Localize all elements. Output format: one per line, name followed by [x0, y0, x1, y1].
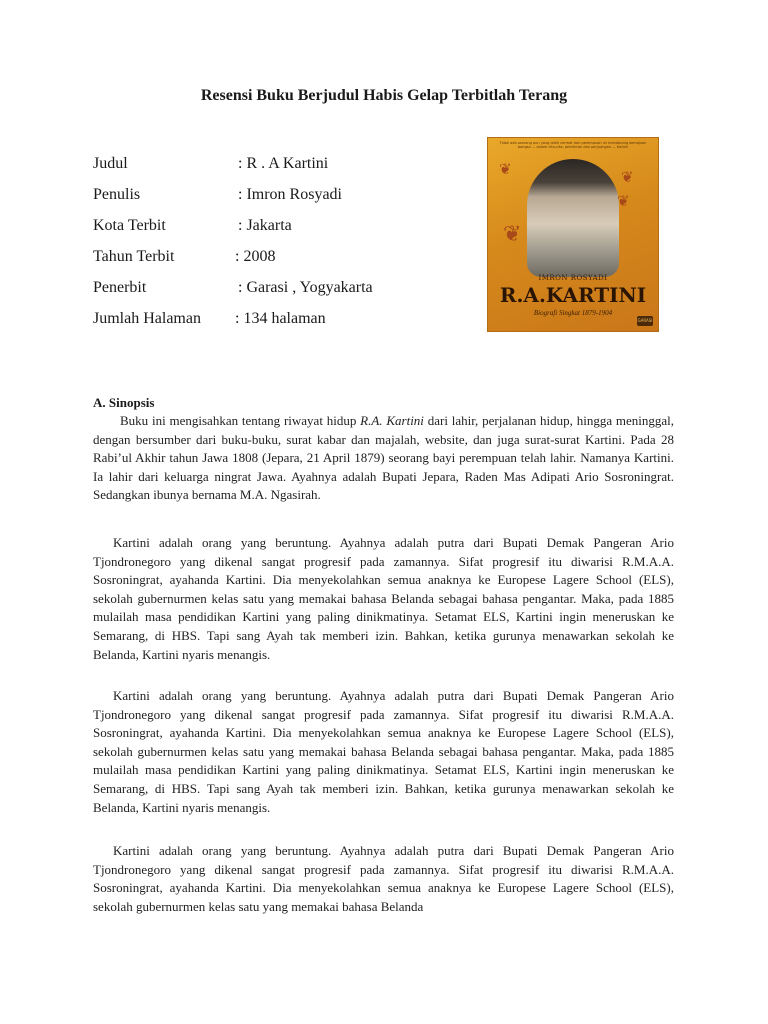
butterfly-icon: ❦ — [621, 170, 634, 186]
synopsis-paragraph: Kartini adalah orang yang beruntung. Ayahnya adalah putra dari Bupati Demak Pangeran Ario Tjondronegoro yang dikenal sangat progresif pada zamannya. Sifat progresif itu diwarisi R.M.A.A. Sosroningrat, ayahanda Kartini. Dia menyekolahkan semua anaknya ke Europese Lagere School (ELS), sekolah gubernurmen kelas satu yang memakai bahasa Belanda — [93, 843, 674, 914]
book-info-row-kota-terbit — [93, 210, 373, 241]
cover-quote: Tidak ada seorang pun yang lebih cermat dari perempuan ini mendorong kemajuan bangsa — dalam cita-cita, pemikiran dan perjuangan — Kartini — [499, 141, 647, 149]
book-info-label: Jumlah Halaman — [93, 309, 201, 327]
book-info-label: Penerbit — [93, 278, 147, 296]
synopsis-paragraph: Kartini adalah orang yang beruntung. Ayahnya adalah putra dari Bupati Demak Pangeran Ario Tjondronegoro yang dikenal sangat progresif pada zamannya. Sifat progresif itu diwarisi R.M.A.A. Sosroningrat, ayahanda Kartini. Dia menyekolahkan semua anaknya ke Europese Lagere School (ELS), sekolah gubernurmen kelas satu yang memakai bahasa Belanda sebagai bahasa pengantar. Maka, pada 1885 mulailah masa pendidikan Kartini yang paling dinikmatinya. Setamat ELS, Kartini ingin meneruskan ke Semarang, di HBS. Tapi sang Ayah tak memberi izin. Bahkan, ketika gurunya menawarkan sekolah ke Belanda, Kartini nyaris menangis. — [93, 688, 674, 815]
book-info-label: Tahun Terbit — [93, 247, 175, 265]
cover-title: R.A.KARTINI — [499, 283, 647, 307]
book-info-table — [93, 148, 373, 334]
book-info-value: : Imron Rosyadi — [238, 185, 342, 203]
butterfly-icon: ❦ — [503, 221, 522, 246]
book-info-row-tahun-terbit — [93, 241, 373, 272]
paragraph-text: Buku ini mengisahkan tentang riwayat hidup — [120, 413, 361, 428]
book-info-value: : 134 halaman — [235, 309, 326, 327]
book-info-row-penerbit — [93, 272, 373, 303]
book-info-row-judul — [93, 148, 373, 179]
book-info-value: : Jakarta — [238, 216, 292, 234]
book-info-row-jumlah-halaman — [93, 303, 373, 334]
book-info-value: : 2008 — [235, 247, 276, 265]
synopsis-paragraph — [93, 412, 674, 505]
paragraph-italic-name: R.A. Kartini — [360, 413, 424, 428]
butterfly-icon: ❦ — [617, 194, 630, 210]
page-title: Resensi Buku Berjudul Habis Gelap Terbitlah Terang — [200, 87, 568, 104]
book-info-row-penulis — [93, 179, 373, 210]
book-info-value: : Garasi , Yogyakarta — [238, 278, 373, 296]
synopsis-paragraph: Kartini adalah orang yang beruntung. Ayahnya adalah putra dari Bupati Demak Pangeran Ario Tjondronegoro yang dikenal sangat progresif pada zamannya. Sifat progresif itu diwarisi R.M.A.A. Sosroningrat, ayahanda Kartini. Dia menyekolahkan semua anaknya ke Europese Lagere School (ELS), sekolah gubernurmen kelas satu yang memakai bahasa Belanda sebagai bahasa pengantar. Maka, pada 1885 mulailah masa pendidikan Kartini yang paling dinikmatinya. Setamat ELS, Kartini ingin meneruskan ke Semarang, di HBS. Tapi sang Ayah tak memberi izin. Bahkan, ketika gurunya menawarkan sekolah ke Belanda, Kartini nyaris menangis. — [93, 535, 674, 662]
book-info-label: Penulis — [93, 185, 141, 203]
cover-subtitle: Biografi Singkat 1879-1904 — [533, 309, 613, 317]
butterfly-icon: ❦ — [499, 162, 512, 178]
book-info-value: : R . A Kartini — [238, 154, 329, 172]
book-info-label: Judul — [93, 154, 128, 172]
book-info-label: Kota Terbit — [93, 216, 166, 234]
publisher-logo-icon: GARASI — [637, 316, 653, 326]
cover-portrait — [527, 159, 619, 277]
cover-author: IMRON ROSYADI — [538, 274, 608, 282]
book-cover-image — [487, 137, 659, 332]
paragraph-text: dari lahir, perjalanan hidup, hingga meninggal, dengan bersumber dari buku-buku, surat kabar dan majalah, website, dan juga surat-surat Kartini. Pada 28 Rabi’ul Akhir tahun Jawa 1808 (Jepara, 21 April 1879) seorang bayi perempuan telah lahir. Namanya Kartini. Ia lahir dari keluarga ningrat Jawa. Ayahnya adalah Bupati Jepara, Raden Mas Adipati Ario Sosroningrat. Sedangkan ibunya bernama M.A. Ngasirah. — [93, 413, 675, 503]
section-heading-sinopsis: A. Sinopsis — [93, 395, 155, 410]
